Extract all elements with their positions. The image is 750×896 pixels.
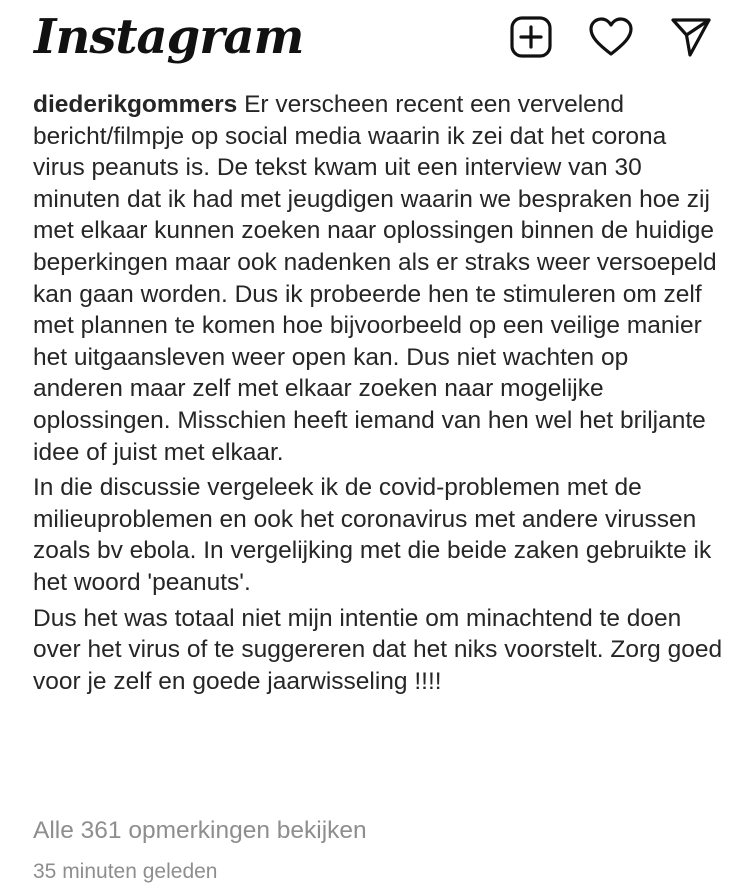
caption-paragraph-1	[33, 89, 723, 468]
caption-paragraph-3: Dus het was totaal niet mijn intentie om minachtend te doen over het virus of te suggereren dat het niks voorstelt. Zorg goed voor je zelf en goede jaarwisseling !!!!	[33, 604, 723, 695]
heart-icon[interactable]	[588, 14, 634, 60]
view-all-comments-link[interactable]: Alle 361 opmerkingen bekijken	[33, 817, 367, 844]
username-link[interactable]: diederikgommers	[33, 91, 238, 118]
direct-message-icon[interactable]	[668, 14, 714, 60]
caption-paragraph-2: In die discussie vergeleek ik de covid-problemen met de milieuproblemen en ook het coronavirus met andere virussen zoals bv ebola. In vergelijking met die beide zaken gebruikte ik het woord 'peanuts'.	[33, 474, 712, 596]
caption-text-1: Er verscheen recent een vervelend bericht/filmpje op social media waarin ik zei dat het corona virus peanuts is. De tekst kwam uit een interview van 30 minuten dat ik had met jeugdigen waarin we bespraken hoe zij met elkaar kunnen zoeken naar oplossingen binnen de huidige beperkingen maar ook nadenken als er straks weer versoepeld kan gaan worden. Dus ik probeerde hen te stimuleren om zelf met plannen te komen hoe bijvoorbeeld op een veilige manier het uitgaansleven weer open kan. Dus niet wachten op anderen maar zelf met elkaar zoeken naar mogelijke oplossingen. Misschien heeft iemand van hen wel het briljante idee of juist met elkaar.	[33, 91, 717, 466]
top-bar	[0, 0, 750, 86]
new-post-icon[interactable]	[508, 14, 554, 60]
post-caption	[33, 89, 723, 701]
header-actions	[508, 14, 714, 60]
instagram-logo[interactable]: Instagram	[34, 9, 304, 65]
post-timestamp: 35 minuten geleden	[33, 860, 218, 883]
